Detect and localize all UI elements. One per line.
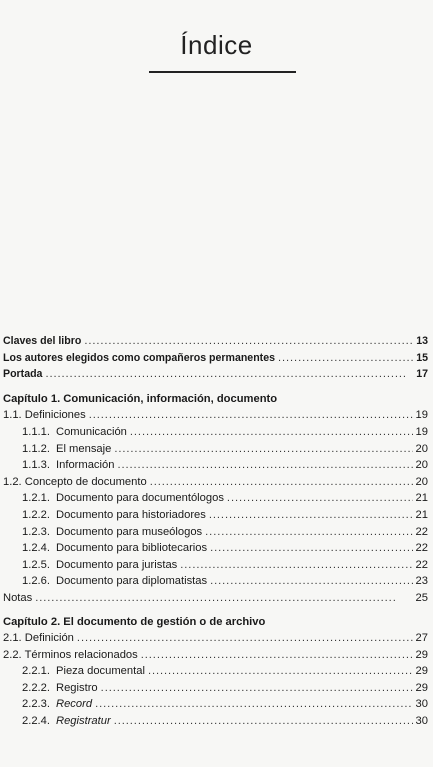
toc-section-number: 1.2.2. [22,508,50,521]
toc-page-number: 20 [415,475,428,488]
toc-section-number: 1.2.3. [22,525,50,538]
toc-section-number: 1.1.1. [22,425,50,438]
toc-entry-label [22,490,224,507]
chapter-1-entries [3,407,431,606]
dot-leader [45,366,413,383]
toc-section-number: 2.2.3. [22,698,50,711]
toc-entry[interactable] [3,507,431,524]
toc-entry-text: Concepto de documento [24,475,147,488]
toc-page-number: 15 [416,351,428,364]
toc-section-number: 1.2.4. [22,542,50,555]
toc-entry[interactable] [3,663,431,680]
toc-page-number: 22 [415,558,428,571]
toc-page-number: 21 [415,492,428,505]
toc-entry-text: Pieza documental [56,665,145,678]
toc-page-number: 22 [415,542,428,555]
toc-page-number: 25 [415,591,428,604]
toc-entry-text: Los autores elegidos como compañeros permanentes [3,351,275,364]
toc-entry-label [22,457,114,474]
toc-section-number: 1.2.1. [22,492,50,505]
chapter-2-entries [3,630,431,730]
toc-entry-label [22,557,177,574]
toc-entry-label [22,713,111,730]
toc-entry-text: Documento para historiadores [56,508,206,521]
dot-leader [148,663,413,680]
chapter-heading[interactable] [3,391,431,408]
toc-page-number: 17 [416,368,428,381]
toc-entry[interactable] [3,590,431,607]
toc-entry[interactable] [3,407,431,424]
toc-section-number: 2.2.4. [22,715,50,728]
toc-entry-text: El mensaje [56,442,112,455]
toc-section-number: 1.2.6. [22,575,50,588]
toc-section-number: 2.2.2. [22,681,50,694]
toc-section-number: 1.2. [3,475,22,488]
toc-entry-text: Registro [56,681,98,694]
toc-page-number: 23 [415,575,428,588]
toc-entry[interactable] [3,630,431,647]
toc-entry[interactable] [3,524,431,541]
toc-entry[interactable] [3,713,431,730]
toc-entry-text: Información [56,459,115,472]
toc-entry-label [22,696,92,713]
toc-entry[interactable] [3,366,431,383]
toc-entry[interactable] [3,540,431,557]
toc-page-number: 27 [415,632,428,645]
toc-entry[interactable] [3,457,431,474]
dot-leader [89,407,413,424]
dot-leader [141,647,413,664]
toc-entry[interactable] [3,474,431,491]
toc-page-number: 19 [415,425,428,438]
toc-entry-label [22,663,145,680]
toc-entry[interactable] [3,573,431,590]
toc-entry-label [22,424,127,441]
chapter-1-heading: Capítulo 1. Comunicación, información, documento [3,392,278,405]
table-of-contents [3,333,431,730]
dot-leader [210,573,412,590]
dot-leader [114,441,412,458]
toc-section-number: 1.1. [3,409,22,422]
toc-entry-label [3,366,42,383]
toc-entry[interactable] [3,490,431,507]
dot-leader [209,507,413,524]
toc-page-number: 13 [416,335,428,347]
front-matter-list [3,333,431,383]
toc-section-number: 1.1.2. [22,442,50,455]
toc-section-number: 1.2.5. [22,558,50,571]
toc-entry-text: Comunicación [56,425,127,438]
toc-entry-text: Record [56,698,93,711]
title-underline [149,71,296,73]
toc-entry-text: Documento para bibliotecarios [56,542,208,555]
dot-leader [84,333,413,350]
toc-entry-text: Definición [24,632,74,645]
toc-entry-text: Definiciones [24,409,86,422]
toc-page-number: 30 [415,698,428,711]
dot-leader [180,557,412,574]
toc-page-number: 20 [415,442,428,455]
toc-page-number: 29 [415,648,428,661]
dot-leader [278,350,413,367]
spacer [3,607,431,614]
toc-entry-label [22,540,207,557]
dot-leader [210,540,412,557]
toc-section-number: 2.2. [3,648,22,661]
toc-entry-label [22,524,202,541]
toc-entry[interactable] [3,680,431,697]
dot-leader [95,696,412,713]
toc-entry[interactable] [3,647,431,664]
page-title: Índice [180,30,253,60]
toc-entry-label [3,590,32,607]
toc-entry-text: Portada [3,368,43,381]
dot-leader [130,424,413,441]
toc-page-number: 19 [415,409,428,422]
toc-entry[interactable] [3,441,431,458]
dot-leader [227,490,413,507]
toc-entry-text: Documento para documentólogos [56,492,224,505]
toc-entry-label [3,474,147,491]
chapter-2-heading: Capítulo 2. El documento de gestión o de archivo [3,615,266,628]
toc-page-number: 20 [415,459,428,472]
toc-entry-label [3,407,86,424]
toc-page-number: 30 [415,715,428,728]
toc-entry-label [22,680,98,697]
toc-entry-text: Términos relacionados [24,648,138,661]
toc-entry-label [22,573,207,590]
toc-entry-label [22,441,111,458]
toc-entry[interactable] [3,424,431,441]
dot-leader [117,457,412,474]
toc-entry-text: Documento para diplomatistas [56,575,208,588]
toc-entry-label [22,507,206,524]
dot-leader [114,713,413,730]
toc-page-number: 21 [415,508,428,521]
toc-entry-text: Registratur [56,715,111,728]
dot-leader [77,630,413,647]
toc-entry-label [3,333,81,350]
toc-entry-label [3,350,275,367]
toc-entry[interactable] [3,350,431,367]
toc-page-number: 29 [415,681,428,694]
toc-entry-text: Claves del libro [3,335,82,347]
toc-section-number: 1.1.3. [22,459,50,472]
toc-entry[interactable] [3,557,431,574]
toc-entry[interactable] [3,333,431,350]
toc-entry-label [3,630,74,647]
toc-entry-text: Documento para museólogos [56,525,203,538]
dot-leader [35,590,412,607]
dot-leader [205,524,412,541]
toc-section-number: 2.1. [3,632,22,645]
toc-entry-label [3,647,138,664]
toc-entry-text: Notas [3,591,33,604]
toc-section-number: 2.2.1. [22,665,50,678]
chapter-heading[interactable] [3,614,431,631]
dot-leader [150,474,413,491]
dot-leader [101,680,413,697]
toc-entry[interactable] [3,696,431,713]
toc-entry-text: Documento para juristas [56,558,178,571]
spacer [3,383,431,391]
toc-page-number: 29 [415,665,428,678]
toc-page-number: 22 [415,525,428,538]
